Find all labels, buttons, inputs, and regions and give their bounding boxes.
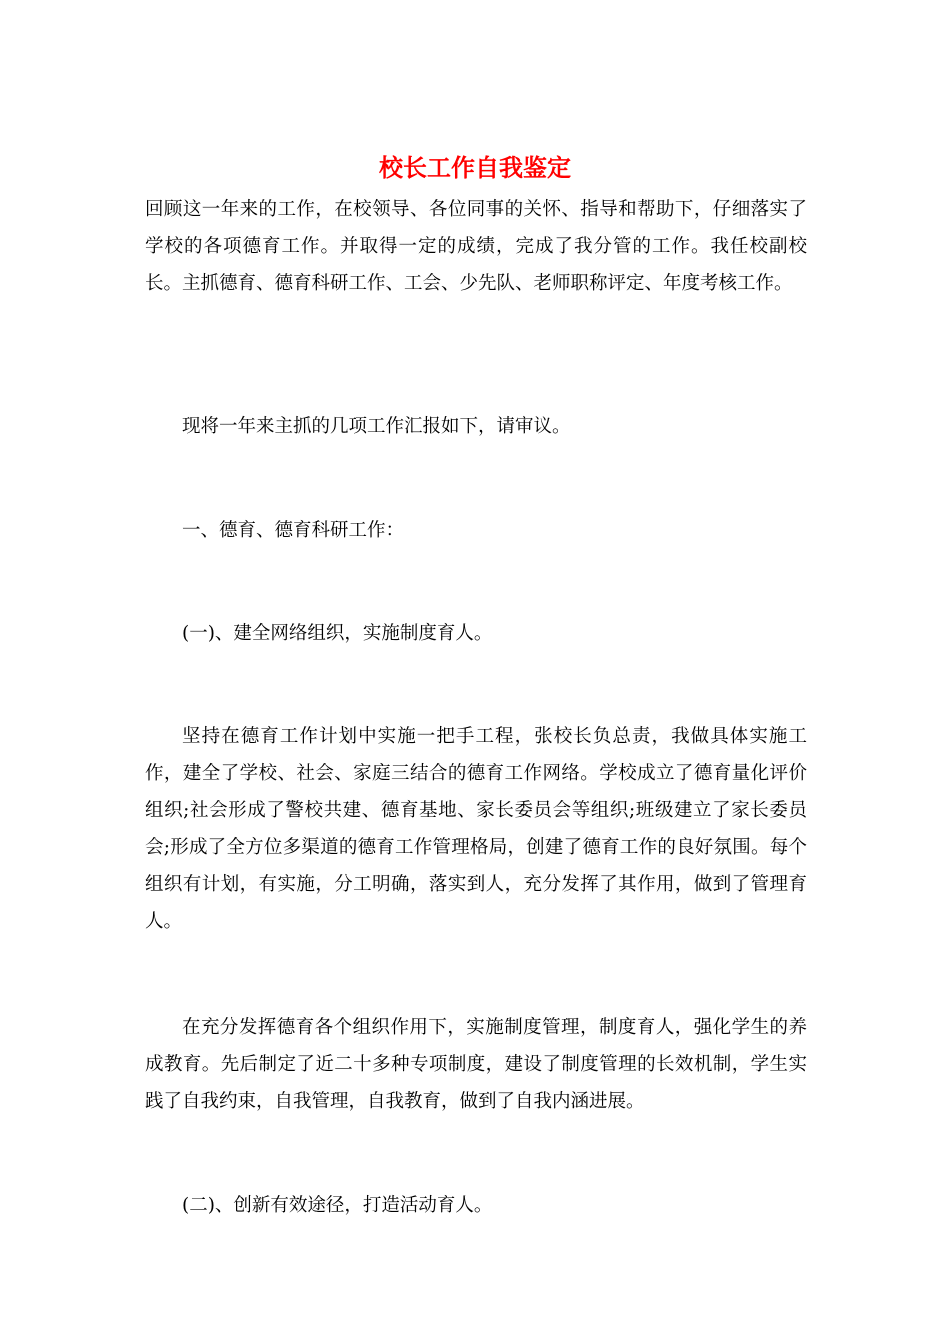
paragraph-report-intro: 现将一年来主抓的几项工作汇报如下，请审议。 xyxy=(182,416,571,437)
paragraph-system: 在充分发挥德育各个组织作用下，实施制度管理，制度育人，强化学生的养成教育。先后制定了近二十多种专项制度，建设了制度管理的长效机制，学生实践了自我约束，自我管理，自我教育，做到了自我内涵进展。 xyxy=(145,1017,807,1112)
paragraph-intro: 回顾这一年来的工作，在校领导、各位同事的关怀、指导和帮助下，仔细落实了学校的各项德育工作。并取得一定的成绩，完成了我分管的工作。我任校副校长。主抓德育、德育科研工作、工会、少先队、老师职称评定、年度考核工作。 xyxy=(145,199,807,294)
subsection-heading-1: (一)、建全网络组织，实施制度育人。 xyxy=(182,623,493,644)
section-heading-1: 一、德育、德育科研工作： xyxy=(182,520,405,541)
paragraph-network: 坚持在德育工作计划中实施一把手工程，张校长负总责，我做具体实施工作，建全了学校、社会、家庭三结合的德育工作网络。学校成立了德育量化评价组织;社会形成了警校共建、德育基地、家长委员会等组织;班级建立了家长委员会;形成了全方位多渠道的德育工作管理格局，创建了德育工作的良好氛围。每个组织有计划，有实施，分工明确，落实到人，充分发挥了其作用，做到了管理育人。 xyxy=(145,726,807,932)
subsection-heading-2: (二)、创新有效途径，打造活动育人。 xyxy=(182,1195,493,1216)
document-title: 校长工作自我鉴定 xyxy=(379,153,571,182)
